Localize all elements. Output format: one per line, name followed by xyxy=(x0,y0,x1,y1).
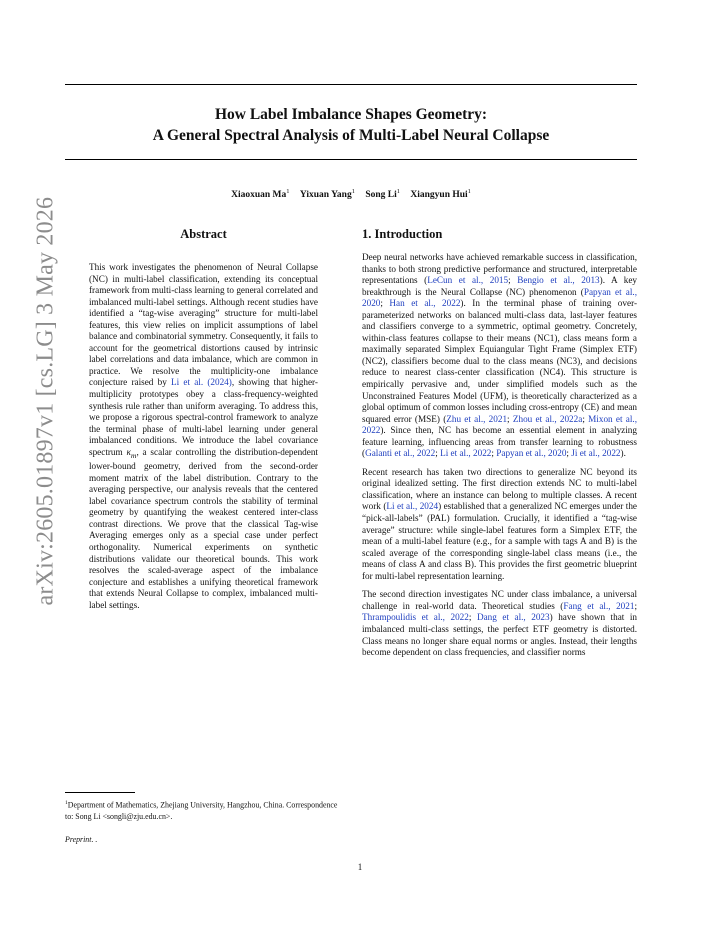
author-list xyxy=(65,188,637,200)
paragraph-text: ; xyxy=(380,298,390,309)
abstract-text: This work investigates the phenomenon of Neural Collapse (NC) in multi-label classification, extending its conceptual framework from multi-class learning to general correlated and imbalanced multi-label settings. Although recent studies have identified a “tag-wise averaging” structure for multi-label features, this view relies on implicit assumptions of label balance and combinatorial symmetry. Consequently, it fails to account for the geometrical distortions caused by intrinsic label correlations and data imbalance, which are common in practice. We resolve the multiplicity-one imbalance conjecture raised by Li et al. (2024), showing that higher-multiplicity prototypes obey a class-frequency-weighted synthesis rule rather than uniform averaging. To address this, we propose a rigorous spectral-control framework to analyze the terminal phase of multi-label learning under general imbalanced conditions. We introduce the label covariance spectrum $\kappa_m$, a scalar controlling the distribution-dependent lower-bound geometry, derived from the second-order moment matrix of the label distribution. Contrary to the averaging perspective, our analysis reveals that the centered label covariance spectrum controls the stability of terminal geometry by quantifying the weakest centered inter-class contrast directions. We prove that the classical Tag-wise Averaging emerges only as a special case under perfect orthogonality. Numerical experiments on synthetic distributions validate our theoretical bounds. This work resolves the scaled-average aspect of the imbalance conjecture and establishes a unifying theoretical framework that extends Neural Collapse to complex, imbalanced multi-label settings. xyxy=(89,262,318,610)
citation-link[interactable]: Han et al., 2022 xyxy=(389,298,461,309)
citation-link[interactable]: Zhu et al., 2021 xyxy=(446,413,508,424)
citation-link[interactable]: Galanti et al., 2022 xyxy=(365,448,436,459)
citation-link[interactable]: Papyan et al., 2020 xyxy=(496,448,567,459)
citation-link[interactable]: LeCun et al., 2015 xyxy=(427,275,509,286)
citation-link[interactable]: Bengio et al., 2013 xyxy=(517,275,600,286)
introduction-body xyxy=(362,252,637,659)
abstract-section xyxy=(89,226,318,611)
citation-link[interactable]: Li et al., 2022 xyxy=(440,448,492,459)
paragraph-text: ; xyxy=(468,612,477,623)
paper-title xyxy=(65,104,637,146)
paragraph-text: The second direction investigates NC under class imbalance, a universal challenge in real-world data. Theoretical studies ( xyxy=(362,589,637,611)
footnote-rule xyxy=(65,792,135,793)
title-bottom-rule xyxy=(65,159,637,160)
citation-link[interactable]: Li et al. (2024) xyxy=(171,377,232,388)
citation-link[interactable]: Dang et al., 2023 xyxy=(476,612,550,623)
intro-paragraph-1 xyxy=(362,252,637,460)
paragraph-text: ). A key breakthrough is the Neural Collapse (NC) phenomenon ( xyxy=(362,275,637,297)
citation-link[interactable]: Papyan et al., 2020 xyxy=(362,286,637,309)
citation-link[interactable]: Fang et al., 2021 xyxy=(563,600,635,611)
preprint-note: Preprint. . xyxy=(65,835,98,844)
paragraph-text: Deep neural networks have achieved remarkable success in classification, thanks to both strong predictive performance and structured, interpretable representations ( xyxy=(362,252,637,286)
paragraph-text: ; xyxy=(508,275,518,286)
citation-link[interactable]: Thrampoulidis et al., 2022 xyxy=(362,612,469,623)
affiliation-footnote: $^1$Department of Mathematics, Zhejiang University, Hangzhou, China. Correspondence to: Song Li <songli@zju.edu.cn>. xyxy=(65,800,338,821)
paragraph-text: ). In the terminal phase of training over-parameterized networks on balanced multi-class data, last-layer features and classifiers converge to a symmetric, optimal geometry. Concretely, within-class features collapse to their means (NC1), class means form a maximally separated Simplex Equiangular Tight Frame (Simplex ETF) (NC2), classifiers become dual to the class means (NC3), and decisions reduce to nearest class-center classification (NC4). This structure is empirically pervasive and, under simplified models such as the Unconstrained Features Model (UFM), is theoretically characterized as a global optimum of common losses including cross-entropy (CE) and mean squared error (MSE) ( xyxy=(362,298,637,424)
citation-link[interactable]: Zhou et al., 2022a xyxy=(512,413,583,424)
author: Yixuan Yang$^1$ xyxy=(299,188,355,201)
paragraph-text: ) have shown that in imbalanced multi-class settings, the perfect ETF geometry is distorted. Class means no longer share equal norms or angles. Instead, their lengths become dependent on class frequencies, and classifier norms xyxy=(362,612,637,658)
paragraph-text: ; xyxy=(507,413,513,424)
paragraph-text: ; xyxy=(634,600,638,611)
intro-paragraph-3 xyxy=(362,589,637,658)
title-line-2: A General Spectral Analysis of Multi-Label Neural Collapse xyxy=(152,127,550,144)
citation-link[interactable]: Ji et al., 2022 xyxy=(571,448,621,459)
paragraph-text: ; xyxy=(582,413,589,424)
citation-link[interactable]: Mixon et al., 2022 xyxy=(362,413,638,436)
title-top-rule xyxy=(65,84,637,85)
paragraph-text: ; xyxy=(566,448,572,459)
introduction-heading: 1. Introduction xyxy=(362,227,443,241)
title-line-1: How Label Imbalance Shapes Geometry: xyxy=(214,106,488,123)
paragraph-text: ) established that a generalized NC emerges under the “pick-all-labels” (PAL) formulation. Crucially, it identified a “tag-wise average” structure: while single-label features form a Simplex ETF, the mean of a multi-label feature (e.g., for a sample with tags A and B) is the scaled average of the corresponding single-label class means (i.e., the means of class A and class B). This provides the first geometric blueprint for multi-label representation learning. xyxy=(362,501,637,581)
arxiv-stamp: arXiv:2605.01897v1 [cs.LG] 3 May 2026 xyxy=(32,196,59,606)
author: Xiaoxuan Ma$^1$ xyxy=(231,188,290,201)
introduction-section xyxy=(362,226,637,659)
paragraph-text: Recent research has taken two directions to generalize NC beyond its original idealized setting. The first direction extends NC to multi-label classification, where an instance can belong to multiple classes. A recent work ( xyxy=(362,466,637,512)
author: Song Li$^1$ xyxy=(365,188,400,201)
citation-link[interactable]: Li et al., 2024 xyxy=(386,501,439,512)
page-number: 1 xyxy=(357,862,363,872)
paragraph-text: ; xyxy=(435,448,441,459)
abstract-heading: Abstract xyxy=(180,227,227,241)
paragraph-text: ; xyxy=(491,448,497,459)
author: Xiangyun Hui$^1$ xyxy=(410,188,471,201)
paragraph-text: ). xyxy=(620,448,626,459)
paragraph-text: ). Since then, NC has become an essential element in analyzing feature learning, influencing areas from transfer learning to robustness ( xyxy=(362,425,637,459)
intro-paragraph-2 xyxy=(362,467,637,582)
